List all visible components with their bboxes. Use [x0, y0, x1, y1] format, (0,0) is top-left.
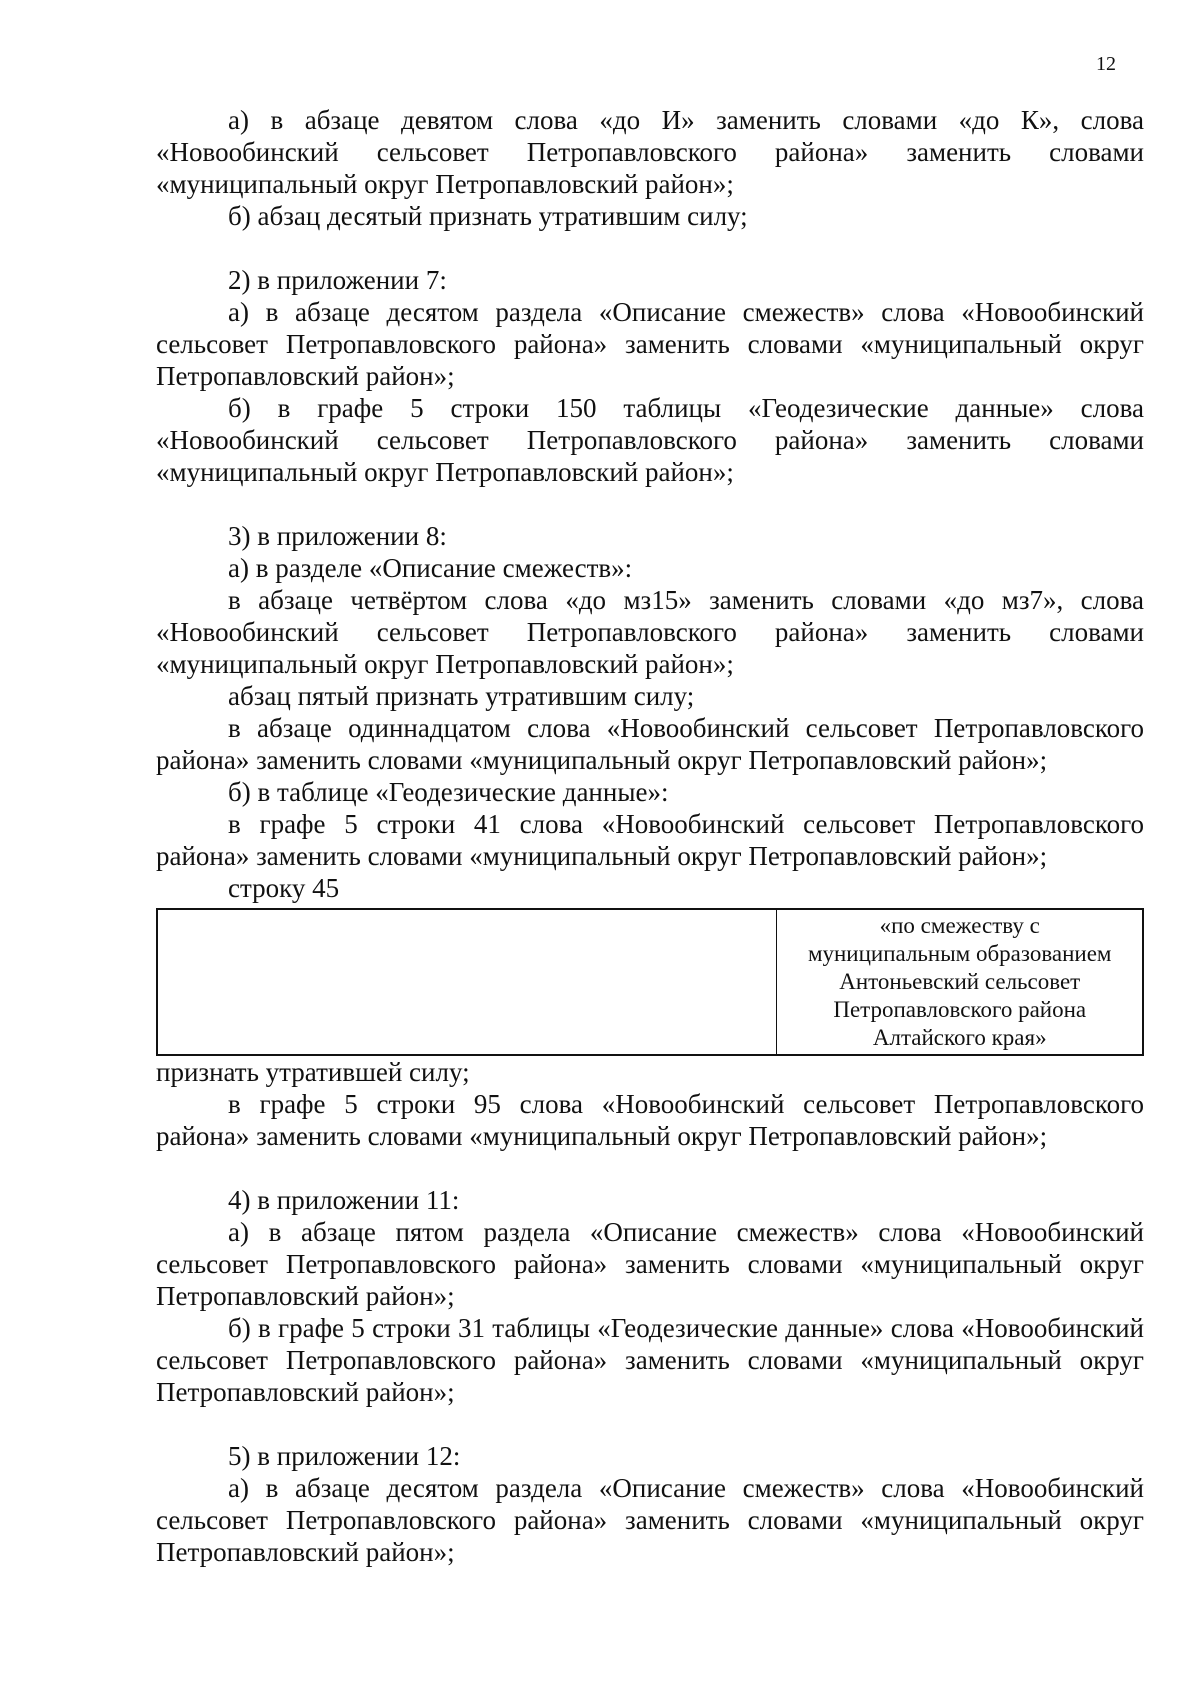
- empty-table-cell: [157, 909, 777, 1055]
- paragraph: а) в абзаце десятом раздела «Описание смежеств» слова «Новообинский сельсовет Петропавловского района» заменить словами «муниципальный округ Петропавловский район»;: [156, 297, 1144, 391]
- paragraph: в абзаце одиннадцатом слова «Новообинский сельсовет Петропавловского района» заменить словами «муниципальный округ Петропавловский район»;: [156, 713, 1144, 775]
- paragraph: а) в абзаце пятом раздела «Описание смежеств» слова «Новообинский сельсовет Петропавловского района» заменить словами «муниципальный округ Петропавловский район»;: [156, 1217, 1144, 1311]
- paragraph: а) в абзаце десятом раздела «Описание смежеств» слова «Новообинский сельсовет Петропавловского района» заменить словами «муниципальный округ Петропавловский район»;: [156, 1473, 1144, 1567]
- table-cell-adjacency: [777, 909, 1143, 1055]
- section-heading-appendix-8: 3) в приложении 8:: [228, 521, 447, 551]
- paragraph: б) в графе 5 строки 31 таблицы «Геодезические данные» слова «Новообинский сельсовет Петропавловского района» заменить словами «муниципальный округ Петропавловский район»;: [156, 1313, 1144, 1407]
- table-cell-line: Антоньевский сельсовет: [839, 969, 1081, 994]
- page-number: 12: [1096, 53, 1116, 75]
- paragraph: абзац пятый признать утратившим силу;: [228, 681, 695, 711]
- table-cell-line: Петропавловского района: [833, 997, 1087, 1022]
- table-cell-line: Алтайского края»: [872, 1025, 1047, 1050]
- paragraph: б) абзац десятый признать утратившим силу;: [228, 201, 748, 231]
- table-cell-line: муниципальным образованием: [807, 941, 1112, 966]
- table-row: [157, 909, 1143, 1055]
- paragraph: а) в абзаце девятом слова «до И» заменить словами «до К», слова «Новообинский сельсовет Петропавловского района» заменить словами «муниципальный округ Петропавловский район»;: [156, 105, 1144, 199]
- row-45-table: [156, 908, 1144, 1056]
- paragraph: в графе 5 строки 95 слова «Новообинский сельсовет Петропавловского района» заменить словами «муниципальный округ Петропавловский район»;: [156, 1089, 1144, 1151]
- paragraph: в абзаце четвёртом слова «до мз15» заменить словами «до мз7», слова «Новообинский сельсовет Петропавловского района» заменить словами «муниципальный округ Петропавловский район»;: [156, 585, 1144, 679]
- paragraph: признать утратившей силу;: [156, 1057, 470, 1087]
- paragraph: а) в разделе «Описание смежеств»:: [228, 553, 633, 583]
- paragraph: в графе 5 строки 41 слова «Новообинский сельсовет Петропавловского района» заменить словами «муниципальный округ Петропавловский район»;: [156, 809, 1144, 871]
- table-cell-line: «по смежеству с: [879, 913, 1040, 938]
- paragraph: б) в таблице «Геодезические данные»:: [228, 777, 669, 807]
- paragraph: б) в графе 5 строки 150 таблицы «Геодезические данные» слова «Новообинский сельсовет Петропавловского района» заменить словами «муниципальный округ Петропавловский район»;: [156, 393, 1144, 487]
- section-heading-appendix-7: 2) в приложении 7:: [228, 265, 447, 295]
- document-body: [156, 104, 1144, 1568]
- paragraph: строку 45: [228, 873, 340, 903]
- section-heading-appendix-11: 4) в приложении 11:: [228, 1185, 460, 1215]
- section-heading-appendix-12: 5) в приложении 12:: [228, 1441, 461, 1471]
